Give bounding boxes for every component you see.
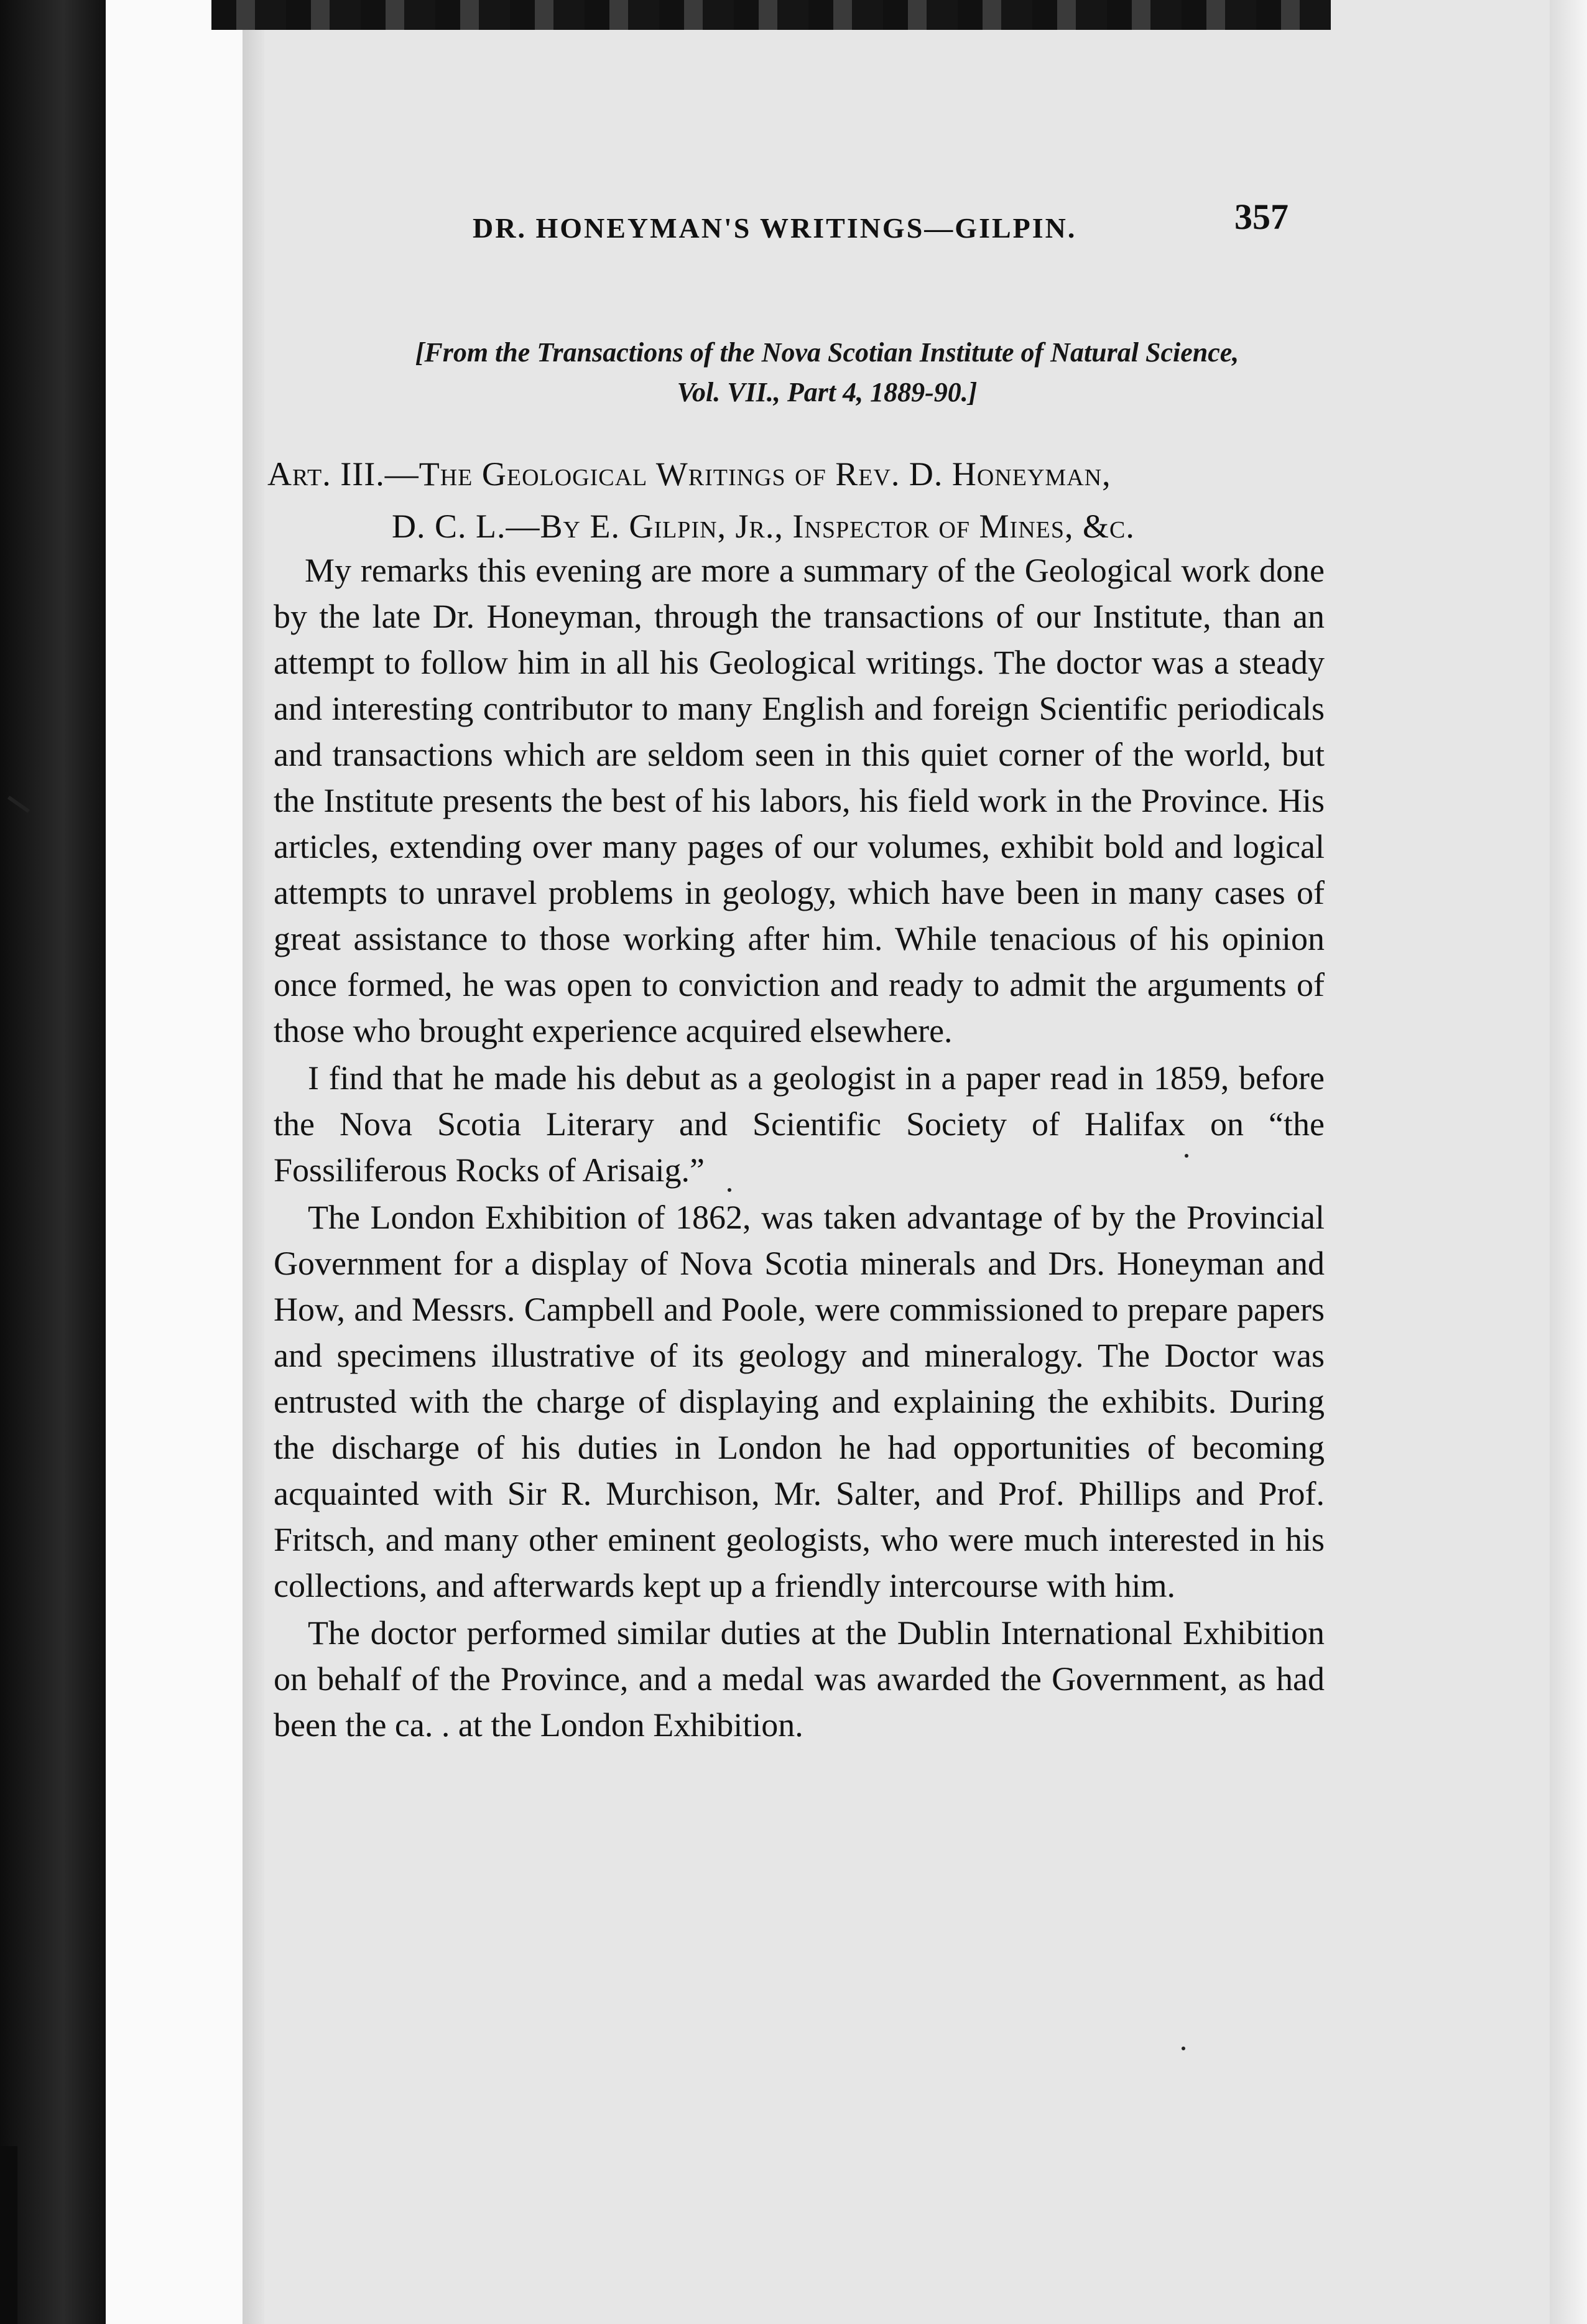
scan-border-left (0, 0, 106, 2324)
article-title (267, 448, 1387, 552)
print-speck (1185, 1154, 1188, 1158)
source-note (298, 333, 1356, 412)
paragraph: My remarks this evening are more a summary of the Geological work done by the late Dr. Honeyman, through the transactions of our Institute, than an attempt to follow him in all his Geological writings. The doctor was a steady and interesting contributor to many English and foreign Scientific periodicals and transactions which are seldom seen in this quiet corner of the world, but the Institute presents the best of his labors, his field work in the Province. His articles, extending over many pages of our volumes, exhibit bold and logical attempts to unravel problems in geology, which have been in many cases of great assistance to those working after him. While tenacious of his opinion once formed, he was open to conviction and ready to admit the arguments of those who brought experience acquired elsewhere. (274, 552, 1325, 1049)
paragraph: The doctor performed similar duties at the Dublin International Exhibition on behalf of the Province, and a medal was awarded the Government, as had been the ca. . at the London Exhibition. (274, 1614, 1325, 1744)
article-body (274, 547, 1325, 1748)
paragraph: The London Exhibition of 1862, was taken advantage of by the Provincial Government for a display of Nova Scotia minerals and Drs. Honeyman and How, and Messrs. Campbell and Poole, were commissioned to prepare papers and specimens illustrative of its geology and mineralogy. The Doctor was entrusted with the charge of displaying and explaining the exhibits. During the discharge of his duties in London he had opportunities of becoming acquainted with Sir R. Murchison, Mr. Salter, and Prof. Phillips and Prof. Fritsch, and many other eminent geologists, who were much interested in his collections, and afterwards kept up a friendly intercourse with him. (274, 1199, 1325, 1604)
page-gutter (243, 0, 264, 2324)
scan-border-right (1550, 0, 1587, 2324)
print-speck (1182, 2047, 1185, 2050)
article-title-line-1: Art. III.—The Geological Writings of Rev. D. Honeyman, (267, 455, 1111, 493)
page-number: 357 (1234, 197, 1289, 237)
source-note-line-1: [From the Transactions of the Nova Scotian Institute of Natural Science, (415, 337, 1239, 368)
print-speck (728, 1188, 731, 1192)
page-edge-strip (106, 0, 243, 2324)
scan-mark-bottom-left (0, 2146, 17, 2324)
running-head: DR. HONEYMAN'S WRITINGS—GILPIN. (473, 212, 1077, 244)
article-title-line-2: D. C. L.—By E. Gilpin, Jr., Inspector of Mines, &c. (392, 508, 1135, 545)
paragraph: I find that he made his debut as a geologist in a paper read in 1859, before the Nova Scotia Literary and Scientific Society of Halifax on “the Fossiliferous Rocks of Arisaig.” (274, 1059, 1325, 1189)
source-note-line-2: Vol. VII., Part 4, 1889-90.] (677, 377, 978, 407)
scan-border-top (211, 0, 1331, 30)
